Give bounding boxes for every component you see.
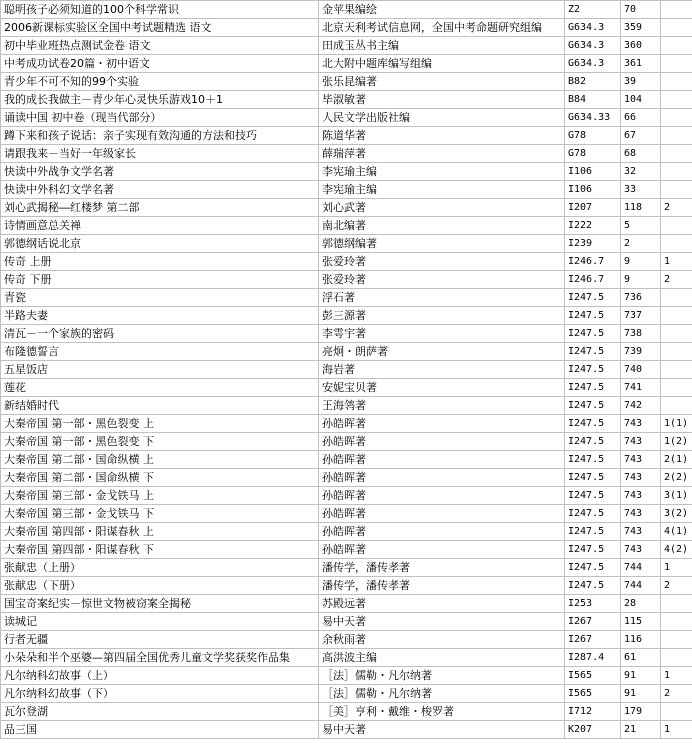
number-cell[interactable]: 738 — [621, 325, 661, 343]
book-title-cell[interactable]: 大秦帝国 第三部・金戈铁马 下 — [1, 505, 319, 523]
table-row — [1, 649, 692, 667]
number-cell[interactable]: 104 — [621, 91, 661, 109]
author-cell[interactable]: 潘传学，潘传孝著 — [319, 577, 565, 595]
copy-cell[interactable] — [661, 73, 692, 91]
number-cell[interactable]: 743 — [621, 415, 661, 433]
copy-cell[interactable]: 4(1) — [661, 523, 692, 541]
classification-cell[interactable]: I247.5 — [565, 451, 621, 469]
copy-cell[interactable] — [661, 127, 692, 145]
book-title-cell[interactable]: 诵读中国 初中卷（现当代部分） — [1, 109, 319, 127]
number-cell[interactable]: 68 — [621, 145, 661, 163]
copy-cell[interactable]: 2 — [661, 271, 692, 289]
number-cell[interactable]: 359 — [621, 19, 661, 37]
author-cell[interactable]: 亮炯・朗萨著 — [319, 343, 565, 361]
classification-cell[interactable]: Z2 — [565, 1, 621, 19]
author-cell[interactable]: 潘传学，潘传孝著 — [319, 559, 565, 577]
copy-cell[interactable] — [661, 289, 692, 307]
author-cell[interactable]: 孙皓晖著 — [319, 415, 565, 433]
table-row — [1, 109, 692, 127]
table-row — [1, 145, 692, 163]
author-cell[interactable]: 人民文学出版社编 — [319, 109, 565, 127]
copy-cell[interactable] — [661, 397, 692, 415]
number-cell[interactable]: 742 — [621, 397, 661, 415]
author-cell[interactable]: ［法］儒勒・凡尔纳著 — [319, 685, 565, 703]
book-title-cell[interactable]: 清瓦－一个家族的密码 — [1, 325, 319, 343]
table-row — [1, 91, 692, 109]
book-title-cell[interactable]: 五星饭店 — [1, 361, 319, 379]
copy-cell[interactable] — [661, 613, 692, 631]
classification-cell[interactable]: I247.5 — [565, 379, 621, 397]
author-cell[interactable]: 余秋雨著 — [319, 631, 565, 649]
classification-cell[interactable]: I247.5 — [565, 361, 621, 379]
copy-cell[interactable]: 1(1) — [661, 415, 692, 433]
author-cell[interactable]: 北京天利考试信息网，全国中考命题研究组编 — [319, 19, 565, 37]
number-cell[interactable]: 743 — [621, 541, 661, 559]
book-title-cell[interactable]: 请跟我来－当好一年级家长 — [1, 145, 319, 163]
book-title-cell[interactable]: 凡尔纳科幻故事（上） — [1, 667, 319, 685]
copy-cell[interactable] — [661, 307, 692, 325]
number-cell[interactable]: 21 — [621, 721, 661, 739]
table-row — [1, 19, 692, 37]
classification-cell[interactable]: I207 — [565, 199, 621, 217]
author-cell[interactable]: 孙皓晖著 — [319, 523, 565, 541]
number-cell[interactable]: 118 — [621, 199, 661, 217]
book-title-cell[interactable]: 初中毕业班热点测试金卷 语文 — [1, 37, 319, 55]
number-cell[interactable]: 744 — [621, 559, 661, 577]
number-cell[interactable]: 743 — [621, 487, 661, 505]
book-title-cell[interactable]: 瓦尔登湖 — [1, 703, 319, 721]
book-title-cell[interactable]: 新结婚时代 — [1, 397, 319, 415]
book-title-cell[interactable]: 中考成功试卷20篇・初中语文 — [1, 55, 319, 73]
table-row — [1, 289, 692, 307]
classification-cell[interactable]: B84 — [565, 91, 621, 109]
copy-cell[interactable] — [661, 595, 692, 613]
author-cell[interactable]: 孙皓晖著 — [319, 487, 565, 505]
classification-cell[interactable]: I247.5 — [565, 433, 621, 451]
book-title-cell[interactable]: 蹲下来和孩子说话：亲子实现有效沟通的方法和技巧 — [1, 127, 319, 145]
copy-cell[interactable] — [661, 109, 692, 127]
classification-cell[interactable]: I247.5 — [565, 577, 621, 595]
book-title-cell[interactable]: 快读中外战争文学名著 — [1, 163, 319, 181]
author-cell[interactable]: 陈道华著 — [319, 127, 565, 145]
author-cell[interactable]: 南北编著 — [319, 217, 565, 235]
number-cell[interactable]: 737 — [621, 307, 661, 325]
book-title-cell[interactable]: 大秦帝国 第一部・黑色裂变 下 — [1, 433, 319, 451]
table-row — [1, 181, 692, 199]
table-row — [1, 127, 692, 145]
book-title-cell[interactable]: 凡尔纳科幻故事（下） — [1, 685, 319, 703]
copy-cell[interactable] — [661, 145, 692, 163]
table-row — [1, 379, 692, 397]
classification-cell[interactable]: I247.5 — [565, 307, 621, 325]
author-cell[interactable]: ［法］儒勒・凡尔纳著 — [319, 667, 565, 685]
author-cell[interactable]: 孙皓晖著 — [319, 433, 565, 451]
author-cell[interactable]: 浮石著 — [319, 289, 565, 307]
table-row — [1, 163, 692, 181]
book-title-cell[interactable]: 刘心武揭秘―红楼梦 第二部 — [1, 199, 319, 217]
table-row — [1, 595, 692, 613]
classification-cell[interactable]: I247.5 — [565, 487, 621, 505]
classification-cell[interactable]: I253 — [565, 595, 621, 613]
classification-cell[interactable]: I565 — [565, 685, 621, 703]
copy-cell[interactable] — [661, 163, 692, 181]
number-cell[interactable]: 39 — [621, 73, 661, 91]
classification-cell[interactable]: I247.5 — [565, 523, 621, 541]
number-cell[interactable]: 739 — [621, 343, 661, 361]
number-cell[interactable]: 360 — [621, 37, 661, 55]
classification-cell[interactable]: G634.3 — [565, 55, 621, 73]
number-cell[interactable]: 70 — [621, 1, 661, 19]
table-row — [1, 487, 692, 505]
classification-cell[interactable]: I267 — [565, 613, 621, 631]
number-cell[interactable]: 743 — [621, 451, 661, 469]
copy-cell[interactable]: 1(2) — [661, 433, 692, 451]
table-row — [1, 703, 692, 721]
classification-cell[interactable]: I247.5 — [565, 505, 621, 523]
author-cell[interactable]: ［美］亨利・戴维・梭罗著 — [319, 703, 565, 721]
author-cell[interactable]: 金苹果编绘 — [319, 1, 565, 19]
classification-cell[interactable]: I565 — [565, 667, 621, 685]
book-title-cell[interactable]: 大秦帝国 第二部・国命纵横 下 — [1, 469, 319, 487]
copy-cell[interactable] — [661, 235, 692, 253]
classification-cell[interactable]: I246.7 — [565, 253, 621, 271]
author-cell[interactable]: 李雩宇著 — [319, 325, 565, 343]
table-row — [1, 541, 692, 559]
table-row — [1, 55, 692, 73]
copy-cell[interactable] — [661, 703, 692, 721]
number-cell[interactable]: 743 — [621, 523, 661, 541]
table-row — [1, 451, 692, 469]
author-cell[interactable]: 海岩著 — [319, 361, 565, 379]
classification-cell[interactable]: I106 — [565, 181, 621, 199]
classification-cell[interactable]: B82 — [565, 73, 621, 91]
book-title-cell[interactable]: 2006新课标实验区全国中考试题精选 语文 — [1, 19, 319, 37]
table-row — [1, 721, 692, 739]
number-cell[interactable]: 743 — [621, 433, 661, 451]
book-title-cell[interactable]: 莲花 — [1, 379, 319, 397]
book-title-cell[interactable]: 郭德纲话说北京 — [1, 235, 319, 253]
classification-cell[interactable]: G78 — [565, 127, 621, 145]
classification-cell[interactable]: G78 — [565, 145, 621, 163]
book-title-cell[interactable]: 读城记 — [1, 613, 319, 631]
copy-cell[interactable] — [661, 217, 692, 235]
classification-cell[interactable]: G634.3 — [565, 37, 621, 55]
book-title-cell[interactable]: 品三国 — [1, 721, 319, 739]
book-title-cell[interactable]: 行者无疆 — [1, 631, 319, 649]
number-cell[interactable]: 736 — [621, 289, 661, 307]
table-row — [1, 613, 692, 631]
book-title-cell[interactable]: 国宝奇案纪实－惊世文物被窃案全揭秘 — [1, 595, 319, 613]
book-title-cell[interactable]: 传奇 下册 — [1, 271, 319, 289]
book-title-cell[interactable]: 大秦帝国 第四部・阳谋春秋 下 — [1, 541, 319, 559]
author-cell[interactable]: 高洪波主编 — [319, 649, 565, 667]
classification-cell[interactable]: I247.5 — [565, 325, 621, 343]
number-cell[interactable]: 743 — [621, 469, 661, 487]
number-cell[interactable]: 5 — [621, 217, 661, 235]
number-cell[interactable]: 67 — [621, 127, 661, 145]
book-title-cell[interactable]: 张献忠（下册） — [1, 577, 319, 595]
copy-cell[interactable] — [661, 55, 692, 73]
copy-cell[interactable]: 2 — [661, 685, 692, 703]
book-title-cell[interactable]: 大秦帝国 第二部・国命纵横 上 — [1, 451, 319, 469]
author-cell[interactable]: 孙皓晖著 — [319, 505, 565, 523]
book-title-cell[interactable]: 青瓷 — [1, 289, 319, 307]
table-row — [1, 433, 692, 451]
classification-cell[interactable]: K207 — [565, 721, 621, 739]
book-title-cell[interactable]: 诗情画意总关禅 — [1, 217, 319, 235]
table-row — [1, 397, 692, 415]
table-row — [1, 1, 692, 19]
book-title-cell[interactable]: 大秦帝国 第一部・黑色裂变 上 — [1, 415, 319, 433]
number-cell[interactable]: 361 — [621, 55, 661, 73]
author-cell[interactable]: 北大附中题库编写组编 — [319, 55, 565, 73]
author-cell[interactable]: 毕淑敏著 — [319, 91, 565, 109]
number-cell[interactable]: 91 — [621, 667, 661, 685]
classification-cell[interactable]: I247.5 — [565, 397, 621, 415]
number-cell[interactable]: 115 — [621, 613, 661, 631]
classification-cell[interactable]: I287.4 — [565, 649, 621, 667]
copy-cell[interactable]: 1 — [661, 253, 692, 271]
classification-cell[interactable]: I247.5 — [565, 343, 621, 361]
table-row — [1, 685, 692, 703]
copy-cell[interactable]: 2 — [661, 199, 692, 217]
table-row — [1, 199, 692, 217]
copy-cell[interactable] — [661, 19, 692, 37]
author-cell[interactable]: 张乐昆编著 — [319, 73, 565, 91]
table-row — [1, 37, 692, 55]
book-title-cell[interactable]: 聪明孩子必须知道的100个科学常识 — [1, 1, 319, 19]
classification-cell[interactable]: I239 — [565, 235, 621, 253]
book-title-cell[interactable]: 布隆德誓言 — [1, 343, 319, 361]
number-cell[interactable]: 2 — [621, 235, 661, 253]
book-title-cell[interactable]: 传奇 上册 — [1, 253, 319, 271]
book-title-cell[interactable]: 大秦帝国 第三部・金戈铁马 上 — [1, 487, 319, 505]
book-title-cell[interactable]: 我的成长我做主－青少年心灵快乐游戏10＋1 — [1, 91, 319, 109]
book-title-cell[interactable]: 快读中外科幻文学名著 — [1, 181, 319, 199]
copy-cell[interactable] — [661, 649, 692, 667]
book-title-cell[interactable]: 张献忠（上册） — [1, 559, 319, 577]
copy-cell[interactable] — [661, 379, 692, 397]
author-cell[interactable]: 安妮宝贝著 — [319, 379, 565, 397]
author-cell[interactable]: 田成玉丛书主编 — [319, 37, 565, 55]
classification-cell[interactable]: I247.5 — [565, 469, 621, 487]
number-cell[interactable]: 9 — [621, 253, 661, 271]
copy-cell[interactable] — [661, 325, 692, 343]
table-row — [1, 415, 692, 433]
number-cell[interactable]: 743 — [621, 505, 661, 523]
classification-cell[interactable]: G634.3 — [565, 19, 621, 37]
author-cell[interactable]: 张爱玲著 — [319, 253, 565, 271]
copy-cell[interactable] — [661, 343, 692, 361]
number-cell[interactable]: 33 — [621, 181, 661, 199]
table-row — [1, 235, 692, 253]
copy-cell[interactable]: 1 — [661, 667, 692, 685]
copy-cell[interactable] — [661, 37, 692, 55]
table-row — [1, 631, 692, 649]
classification-cell[interactable]: G634.33 — [565, 109, 621, 127]
copy-cell[interactable] — [661, 1, 692, 19]
number-cell[interactable]: 28 — [621, 595, 661, 613]
classification-cell[interactable]: I247.5 — [565, 289, 621, 307]
table-row — [1, 271, 692, 289]
copy-cell[interactable]: 1 — [661, 559, 692, 577]
copy-cell[interactable]: 3(2) — [661, 505, 692, 523]
table-row — [1, 217, 692, 235]
table-row — [1, 361, 692, 379]
author-cell[interactable]: 张爱玲著 — [319, 271, 565, 289]
book-title-cell[interactable]: 大秦帝国 第四部・阳谋春秋 上 — [1, 523, 319, 541]
author-cell[interactable]: 刘心武著 — [319, 199, 565, 217]
classification-cell[interactable]: I712 — [565, 703, 621, 721]
copy-cell[interactable]: 1 — [661, 721, 692, 739]
author-cell[interactable]: 孙皓晖著 — [319, 451, 565, 469]
author-cell[interactable]: 易中天著 — [319, 721, 565, 739]
classification-cell[interactable]: I246.7 — [565, 271, 621, 289]
number-cell[interactable]: 740 — [621, 361, 661, 379]
catalog-body — [1, 1, 692, 739]
author-cell[interactable]: 王海鸰著 — [319, 397, 565, 415]
author-cell[interactable]: 孙皓晖著 — [319, 541, 565, 559]
book-title-cell[interactable]: 青少年不可不知的99个实验 — [1, 73, 319, 91]
number-cell[interactable]: 32 — [621, 163, 661, 181]
table-row — [1, 73, 692, 91]
copy-cell[interactable] — [661, 361, 692, 379]
book-title-cell[interactable]: 半路夫妻 — [1, 307, 319, 325]
classification-cell[interactable]: I267 — [565, 631, 621, 649]
table-row — [1, 667, 692, 685]
author-cell[interactable]: 李宪瑜主编 — [319, 163, 565, 181]
copy-cell[interactable] — [661, 91, 692, 109]
number-cell[interactable]: 66 — [621, 109, 661, 127]
table-row — [1, 559, 692, 577]
author-cell[interactable]: 苏殿远著 — [319, 595, 565, 613]
table-row — [1, 469, 692, 487]
table-row — [1, 325, 692, 343]
table-row — [1, 307, 692, 325]
author-cell[interactable]: 彭三源著 — [319, 307, 565, 325]
copy-cell[interactable]: 4(2) — [661, 541, 692, 559]
copy-cell[interactable]: 3(1) — [661, 487, 692, 505]
copy-cell[interactable] — [661, 631, 692, 649]
table-row — [1, 253, 692, 271]
number-cell[interactable]: 116 — [621, 631, 661, 649]
number-cell[interactable]: 91 — [621, 685, 661, 703]
number-cell[interactable]: 741 — [621, 379, 661, 397]
author-cell[interactable]: 孙皓晖著 — [319, 469, 565, 487]
copy-cell[interactable] — [661, 181, 692, 199]
number-cell[interactable]: 179 — [621, 703, 661, 721]
author-cell[interactable]: 郭德纲编著 — [319, 235, 565, 253]
number-cell[interactable]: 744 — [621, 577, 661, 595]
copy-cell[interactable]: 2 — [661, 577, 692, 595]
table-row — [1, 505, 692, 523]
copy-cell[interactable]: 2(1) — [661, 451, 692, 469]
author-cell[interactable]: 易中天著 — [319, 613, 565, 631]
number-cell[interactable]: 9 — [621, 271, 661, 289]
author-cell[interactable]: 薛瑞萍著 — [319, 145, 565, 163]
book-title-cell[interactable]: 小朵朵和半个巫婆—第四届全国优秀儿童文学奖获奖作品集 — [1, 649, 319, 667]
author-cell[interactable]: 李宪瑜主编 — [319, 181, 565, 199]
classification-cell[interactable]: I247.5 — [565, 541, 621, 559]
number-cell[interactable]: 61 — [621, 649, 661, 667]
table-row — [1, 523, 692, 541]
copy-cell[interactable]: 2(2) — [661, 469, 692, 487]
classification-cell[interactable]: I247.5 — [565, 559, 621, 577]
classification-cell[interactable]: I222 — [565, 217, 621, 235]
table-row — [1, 577, 692, 595]
classification-cell[interactable]: I247.5 — [565, 415, 621, 433]
table-row — [1, 343, 692, 361]
classification-cell[interactable]: I106 — [565, 163, 621, 181]
